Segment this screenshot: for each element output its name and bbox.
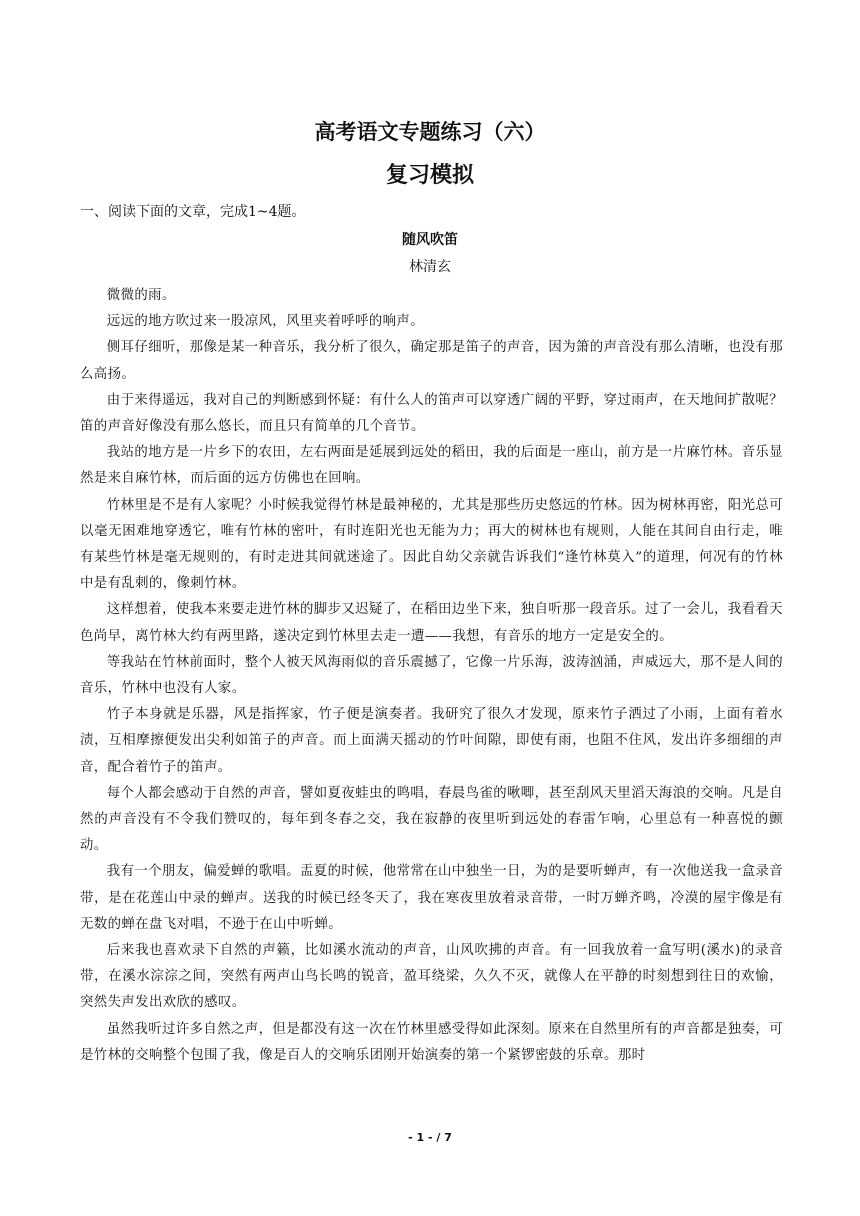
article-body xyxy=(80,283,783,1069)
paragraph: 微微的雨。 xyxy=(106,288,176,303)
paragraph: 后来我也喜欢录下自然的声籁，比如溪水流动的声音，山风吹拂的声音。有一回我放着一盒写明(溪水)的录音带，在溪水淙淙之间，突然有两声山鸟长鸣的锐音，盈耳绕梁，久久不灭，就像人在平静的时刻想到往日的欢愉，突然失声发出欢欣的感叹。 xyxy=(80,943,783,1011)
paragraph: 我有一个朋友，偏爱蝉的歌唱。盂夏的时候，他常常在山中独坐一日，为的是要听蝉声，有一次他送我一盒录音带，是在花莲山中录的蝉声。送我的时候已经冬天了，我在寒夜里放着录音带，一时万蝉齐鸣，冷漠的屋宇像是有无数的蝉在盘飞对唱，不逊于在山中听蝉。 xyxy=(80,864,783,932)
page-subtitle: 复习模拟 xyxy=(385,163,474,188)
paragraph: 这样想着，使我本来要走进竹林的脚步又迟疑了，在稻田边坐下来，独自听那一段音乐。过了一会儿，我看看天色尚早，离竹林大约有两里路，遂决定到竹林里去走一遭——我想，有音乐的地方一定是安全的。 xyxy=(80,602,783,644)
article-author: 林清玄 xyxy=(409,259,451,275)
paragraph: 竹子本身就是乐器，风是指挥家，竹子便是演奏者。我研究了很久才发现，原来竹子洒过了小雨，上面有着水渍，互相摩擦便发出尖利如笛子的声音。而上面满天摇动的竹叶间隙，即使有雨，也阻不住风，发出许多细细的声音，配合着竹子的笛声。 xyxy=(80,707,783,775)
paragraph: 竹林里是不是有人家呢？小时候我觉得竹林是最神秘的，尤其是那些历史悠远的竹林。因为树林再密，阳光总可以毫无困难地穿透它，唯有竹林的密叶，有时连阳光也无能为力；再大的树林也有规则，人能在其间自由行走，唯有某些竹林是毫无规则的，有时走进其间就迷途了。因此自幼父亲就告诉我们“逢竹林莫入”的道理，何况有的竹林中是有乱刺的，像刺竹林。 xyxy=(80,497,783,592)
question-instruction: 一、阅读下面的文章，完成1~4题。 xyxy=(80,204,306,220)
paragraph: 我站的地方是一片乡下的农田，左右两面是延展到远处的稻田，我的后面是一座山，前方是一片麻竹林。音乐显然是来自麻竹林，而后面的远方仿佛也在回响。 xyxy=(80,445,783,487)
paragraph: 远远的地方吹过来一股凉风，风里夹着呼呼的响声。 xyxy=(106,314,424,330)
paragraph: 每个人都会感动于自然的声音，譬如夏夜蛙虫的鸣唱，春晨鸟雀的啾唧，甚至刮风天里滔天海浪的交响。凡是自然的声音没有不令我们赞叹的，每年到冬春之交，我在寂静的夜里听到远处的春雷乍响，心里总有一种喜悦的颤动。 xyxy=(80,785,783,854)
page-number: - 1 - / 7 xyxy=(408,1131,452,1144)
article-title: 随风吹笛 xyxy=(402,232,458,248)
paragraph: 虽然我听过许多自然之声，但是都没有这一次在竹林里感受得如此深刻。原来在自然里所有的声音都是独奏，可是竹林的交响整个包围了我，像是百人的交响乐团刚开始演奏的第一个紧锣密鼓的乐章。那时 xyxy=(80,1021,783,1063)
page-title: 高考语文专题练习（六） xyxy=(314,120,546,144)
paragraph: 由于来得遥远，我对自己的判断感到怀疑：有什么人的笛声可以穿透广阔的平野，穿过雨声，在天地间扩散呢？笛的声音好像没有那么悠长，而且只有简单的几个音节。 xyxy=(80,392,783,435)
paragraph: 侧耳仔细听，那像是某一种音乐，我分析了很久，确定那是笛子的声音，因为箫的声音没有那么清晰，也没有那么高扬。 xyxy=(80,340,783,382)
paragraph: 等我站在竹林前面时，整个人被天风海雨似的音乐震撼了，它像一片乐海，波涛汹涌，声威远大，那不是人间的音乐，竹林中也没有人家。 xyxy=(80,654,783,697)
